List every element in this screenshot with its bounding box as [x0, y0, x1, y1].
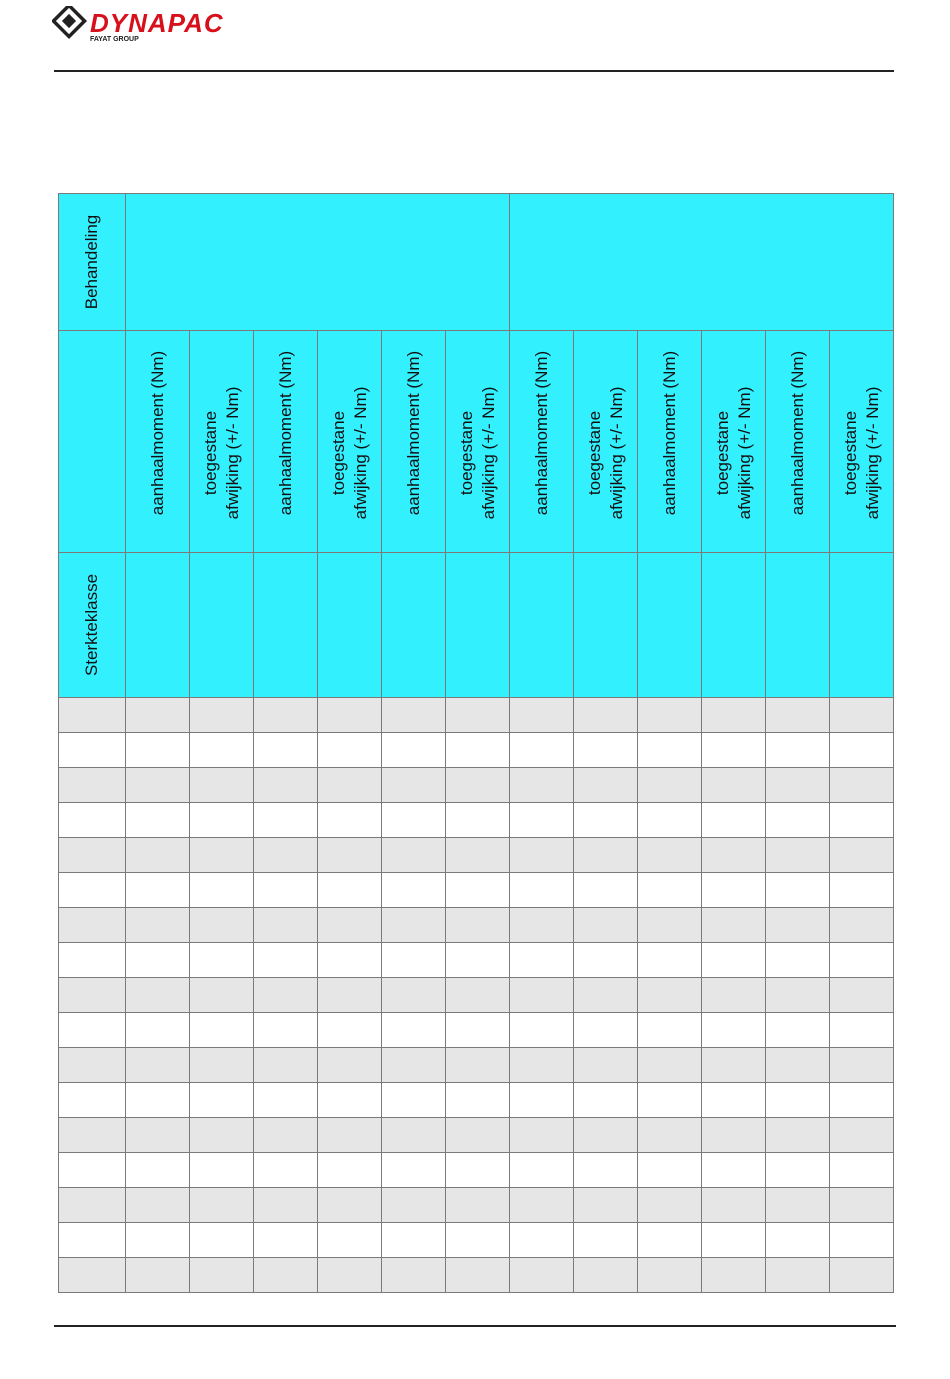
value-cell — [318, 1223, 382, 1258]
value-cell — [446, 1013, 510, 1048]
value-cell — [830, 908, 894, 943]
value-cell — [190, 698, 254, 733]
value-cell — [254, 1258, 318, 1293]
value-cell — [766, 978, 830, 1013]
value-cell — [254, 1223, 318, 1258]
value-cell — [318, 978, 382, 1013]
value-cell — [830, 1153, 894, 1188]
value-cell — [574, 908, 638, 943]
value-cell — [766, 943, 830, 978]
table-row — [59, 1118, 894, 1153]
column-label: toegestane afwijking (+/- Nm) — [584, 386, 626, 519]
value-cell — [702, 768, 766, 803]
value-cell — [510, 733, 574, 768]
brand-name: DYNAPAC — [90, 8, 224, 38]
value-cell — [446, 1118, 510, 1153]
class-value-cell — [446, 553, 510, 698]
value-cell — [702, 1118, 766, 1153]
value-cell — [574, 943, 638, 978]
value-cell — [318, 1153, 382, 1188]
column-header-cell — [766, 331, 830, 553]
value-cell — [446, 1153, 510, 1188]
value-cell — [126, 838, 190, 873]
value-cell — [126, 1013, 190, 1048]
table-row — [59, 768, 894, 803]
value-cell — [702, 698, 766, 733]
value-cell — [382, 978, 446, 1013]
table-row — [59, 698, 894, 733]
class-value-cell — [766, 553, 830, 698]
treatment-label: Behandeling — [82, 214, 101, 310]
column-header-cell — [318, 331, 382, 553]
column-label: aanhaalmoment (Nm) — [147, 350, 167, 515]
dynapac-logo — [52, 6, 312, 48]
value-cell — [574, 1153, 638, 1188]
column-label: aanhaalmoment (Nm) — [531, 350, 551, 515]
table-row — [59, 1013, 894, 1048]
value-cell — [318, 943, 382, 978]
table-row — [59, 838, 894, 873]
value-cell — [254, 1048, 318, 1083]
class-cell — [59, 1083, 126, 1118]
value-cell — [510, 908, 574, 943]
value-cell — [446, 1083, 510, 1118]
value-cell — [574, 1118, 638, 1153]
value-cell — [510, 943, 574, 978]
value-cell — [382, 943, 446, 978]
value-cell — [254, 838, 318, 873]
table-row — [59, 908, 894, 943]
value-cell — [446, 698, 510, 733]
value-cell — [766, 698, 830, 733]
value-cell — [318, 908, 382, 943]
value-cell — [126, 1083, 190, 1118]
value-cell — [830, 1118, 894, 1153]
value-cell — [510, 1153, 574, 1188]
value-cell — [254, 1153, 318, 1188]
value-cell — [638, 768, 702, 803]
class-value-cell — [830, 553, 894, 698]
class-label: Sterkteklasse — [82, 573, 101, 677]
empty-header-cell — [59, 331, 126, 553]
table-row — [59, 1153, 894, 1188]
column-header-cell — [702, 331, 766, 553]
column-header-cell — [830, 331, 894, 553]
value-cell — [190, 1048, 254, 1083]
value-cell — [766, 1013, 830, 1048]
value-cell — [126, 1188, 190, 1223]
dynapac-logo-graphic — [52, 6, 312, 48]
class-header-cell — [59, 553, 126, 698]
column-header-cell — [446, 331, 510, 553]
value-cell — [510, 873, 574, 908]
value-cell — [638, 803, 702, 838]
value-cell — [318, 733, 382, 768]
value-cell — [254, 1083, 318, 1118]
value-cell — [318, 838, 382, 873]
header-rule — [54, 70, 894, 72]
value-cell — [638, 1048, 702, 1083]
value-cell — [510, 1048, 574, 1083]
value-cell — [766, 873, 830, 908]
value-cell — [766, 1048, 830, 1083]
value-cell — [830, 838, 894, 873]
value-cell — [382, 1013, 446, 1048]
value-cell — [830, 1083, 894, 1118]
value-cell — [446, 768, 510, 803]
class-cell — [59, 1188, 126, 1223]
value-cell — [382, 1048, 446, 1083]
value-cell — [382, 1153, 446, 1188]
value-cell — [190, 768, 254, 803]
value-cell — [830, 873, 894, 908]
value-cell — [318, 1118, 382, 1153]
value-cell — [190, 838, 254, 873]
value-cell — [702, 943, 766, 978]
value-cell — [766, 1223, 830, 1258]
value-cell — [126, 803, 190, 838]
value-cell — [702, 908, 766, 943]
value-cell — [510, 1258, 574, 1293]
column-header-cell — [382, 331, 446, 553]
value-cell — [830, 698, 894, 733]
class-cell — [59, 1223, 126, 1258]
column-header-cell — [510, 331, 574, 553]
value-cell — [126, 943, 190, 978]
table-row — [59, 943, 894, 978]
value-cell — [574, 1083, 638, 1118]
value-cell — [446, 908, 510, 943]
value-cell — [190, 978, 254, 1013]
value-cell — [446, 803, 510, 838]
value-cell — [190, 1153, 254, 1188]
value-cell — [382, 908, 446, 943]
class-value-cell — [382, 553, 446, 698]
class-cell — [59, 1118, 126, 1153]
class-cell — [59, 838, 126, 873]
value-cell — [382, 1258, 446, 1293]
treatment-group-cell — [126, 194, 510, 331]
value-cell — [382, 873, 446, 908]
value-cell — [510, 768, 574, 803]
value-cell — [318, 768, 382, 803]
class-cell — [59, 978, 126, 1013]
value-cell — [510, 978, 574, 1013]
value-cell — [318, 1013, 382, 1048]
treatment-group-cell — [510, 194, 894, 331]
value-cell — [318, 1048, 382, 1083]
value-cell — [254, 1013, 318, 1048]
class-cell — [59, 908, 126, 943]
value-cell — [446, 943, 510, 978]
table-row — [59, 978, 894, 1013]
value-cell — [190, 1083, 254, 1118]
value-cell — [574, 768, 638, 803]
value-cell — [318, 803, 382, 838]
value-cell — [830, 943, 894, 978]
column-label: toegestane afwijking (+/- Nm) — [200, 386, 242, 519]
value-cell — [318, 1083, 382, 1118]
value-cell — [190, 733, 254, 768]
value-cell — [382, 838, 446, 873]
value-cell — [702, 978, 766, 1013]
value-cell — [126, 978, 190, 1013]
column-header-cell — [190, 331, 254, 553]
value-cell — [638, 1013, 702, 1048]
class-value-cell — [702, 553, 766, 698]
footer-rule — [54, 1325, 896, 1327]
value-cell — [382, 698, 446, 733]
class-value-cell — [638, 553, 702, 698]
value-cell — [766, 838, 830, 873]
column-label: aanhaalmoment (Nm) — [403, 350, 423, 515]
value-cell — [510, 1013, 574, 1048]
value-cell — [382, 1223, 446, 1258]
value-cell — [766, 803, 830, 838]
table-row — [59, 1083, 894, 1118]
value-cell — [766, 1258, 830, 1293]
value-cell — [382, 803, 446, 838]
value-cell — [702, 1013, 766, 1048]
value-cell — [126, 1048, 190, 1083]
value-cell — [574, 1258, 638, 1293]
table-row — [59, 873, 894, 908]
class-cell — [59, 943, 126, 978]
value-cell — [126, 1223, 190, 1258]
class-value-cell — [510, 553, 574, 698]
value-cell — [446, 838, 510, 873]
column-label: aanhaalmoment (Nm) — [659, 350, 679, 515]
treatment-header-cell — [59, 194, 126, 331]
column-label: toegestane afwijking (+/- Nm) — [712, 386, 754, 519]
table-row — [59, 733, 894, 768]
value-cell — [830, 733, 894, 768]
value-cell — [382, 1083, 446, 1118]
value-cell — [574, 978, 638, 1013]
value-cell — [638, 733, 702, 768]
value-cell — [190, 1258, 254, 1293]
value-cell — [254, 768, 318, 803]
value-cell — [446, 733, 510, 768]
value-cell — [254, 908, 318, 943]
value-cell — [190, 1013, 254, 1048]
value-cell — [126, 908, 190, 943]
value-cell — [382, 1118, 446, 1153]
brand-subtitle: FAYAT GROUP — [90, 36, 139, 43]
value-cell — [638, 943, 702, 978]
value-cell — [766, 1153, 830, 1188]
value-cell — [574, 1188, 638, 1223]
class-cell — [59, 1258, 126, 1293]
class-cell — [59, 768, 126, 803]
value-cell — [446, 1188, 510, 1223]
value-cell — [766, 1083, 830, 1118]
value-cell — [254, 943, 318, 978]
class-value-cell — [574, 553, 638, 698]
value-cell — [702, 1223, 766, 1258]
value-cell — [702, 1153, 766, 1188]
header-row-columns — [59, 331, 894, 553]
header-row-class — [59, 553, 894, 698]
value-cell — [510, 1223, 574, 1258]
value-cell — [702, 1258, 766, 1293]
value-cell — [638, 1188, 702, 1223]
value-cell — [766, 733, 830, 768]
value-cell — [254, 1188, 318, 1223]
value-cell — [766, 1118, 830, 1153]
value-cell — [702, 1188, 766, 1223]
value-cell — [190, 908, 254, 943]
class-cell — [59, 698, 126, 733]
value-cell — [574, 803, 638, 838]
value-cell — [254, 698, 318, 733]
column-header-cell — [254, 331, 318, 553]
value-cell — [190, 943, 254, 978]
value-cell — [830, 768, 894, 803]
value-cell — [190, 1188, 254, 1223]
value-cell — [190, 803, 254, 838]
class-cell — [59, 1048, 126, 1083]
value-cell — [318, 698, 382, 733]
class-cell — [59, 1013, 126, 1048]
value-cell — [766, 908, 830, 943]
value-cell — [190, 873, 254, 908]
value-cell — [254, 978, 318, 1013]
value-cell — [830, 1048, 894, 1083]
value-cell — [638, 838, 702, 873]
value-cell — [126, 733, 190, 768]
diamond-logo-icon — [53, 6, 84, 37]
value-cell — [510, 838, 574, 873]
value-cell — [446, 1223, 510, 1258]
value-cell — [830, 1013, 894, 1048]
value-cell — [446, 873, 510, 908]
value-cell — [702, 1083, 766, 1118]
value-cell — [382, 768, 446, 803]
value-cell — [510, 698, 574, 733]
torque-table — [58, 193, 894, 1293]
value-cell — [254, 873, 318, 908]
value-cell — [446, 1048, 510, 1083]
value-cell — [190, 1223, 254, 1258]
value-cell — [766, 1188, 830, 1223]
value-cell — [382, 1188, 446, 1223]
value-cell — [702, 873, 766, 908]
value-cell — [446, 978, 510, 1013]
class-cell — [59, 1153, 126, 1188]
column-header-cell — [574, 331, 638, 553]
value-cell — [638, 1223, 702, 1258]
value-cell — [638, 873, 702, 908]
class-value-cell — [126, 553, 190, 698]
column-label: toegestane afwijking (+/- Nm) — [456, 386, 498, 519]
value-cell — [446, 1258, 510, 1293]
class-value-cell — [254, 553, 318, 698]
value-cell — [702, 803, 766, 838]
value-cell — [638, 1153, 702, 1188]
value-cell — [766, 768, 830, 803]
value-cell — [574, 733, 638, 768]
value-cell — [126, 1153, 190, 1188]
value-cell — [830, 803, 894, 838]
class-value-cell — [190, 553, 254, 698]
value-cell — [126, 1258, 190, 1293]
value-cell — [318, 1188, 382, 1223]
value-cell — [830, 1223, 894, 1258]
table-row — [59, 1258, 894, 1293]
class-cell — [59, 803, 126, 838]
class-cell — [59, 733, 126, 768]
value-cell — [574, 698, 638, 733]
value-cell — [574, 1048, 638, 1083]
value-cell — [638, 1083, 702, 1118]
value-cell — [574, 873, 638, 908]
column-header-cell — [638, 331, 702, 553]
table-row — [59, 1048, 894, 1083]
value-cell — [318, 1258, 382, 1293]
value-cell — [126, 873, 190, 908]
value-cell — [638, 1118, 702, 1153]
class-cell — [59, 873, 126, 908]
column-label: aanhaalmoment (Nm) — [275, 350, 295, 515]
value-cell — [382, 733, 446, 768]
value-cell — [830, 978, 894, 1013]
value-cell — [638, 908, 702, 943]
value-cell — [638, 698, 702, 733]
value-cell — [510, 1118, 574, 1153]
column-label: toegestane afwijking (+/- Nm) — [328, 386, 370, 519]
value-cell — [638, 978, 702, 1013]
value-cell — [126, 1118, 190, 1153]
value-cell — [830, 1188, 894, 1223]
value-cell — [574, 838, 638, 873]
column-label: aanhaalmoment (Nm) — [787, 350, 807, 515]
value-cell — [702, 733, 766, 768]
class-value-cell — [318, 553, 382, 698]
value-cell — [830, 1258, 894, 1293]
column-header-cell — [126, 331, 190, 553]
value-cell — [702, 1048, 766, 1083]
value-cell — [318, 873, 382, 908]
value-cell — [638, 1258, 702, 1293]
column-label: toegestane afwijking (+/- Nm) — [840, 386, 882, 519]
table-row — [59, 1188, 894, 1223]
value-cell — [574, 1013, 638, 1048]
header-row-treatment — [59, 194, 894, 331]
value-cell — [574, 1223, 638, 1258]
value-cell — [190, 1118, 254, 1153]
value-cell — [126, 768, 190, 803]
value-cell — [254, 803, 318, 838]
value-cell — [510, 1188, 574, 1223]
value-cell — [702, 838, 766, 873]
value-cell — [126, 698, 190, 733]
table-row — [59, 803, 894, 838]
value-cell — [510, 1083, 574, 1118]
value-cell — [254, 1118, 318, 1153]
value-cell — [254, 733, 318, 768]
table-row — [59, 1223, 894, 1258]
value-cell — [510, 803, 574, 838]
